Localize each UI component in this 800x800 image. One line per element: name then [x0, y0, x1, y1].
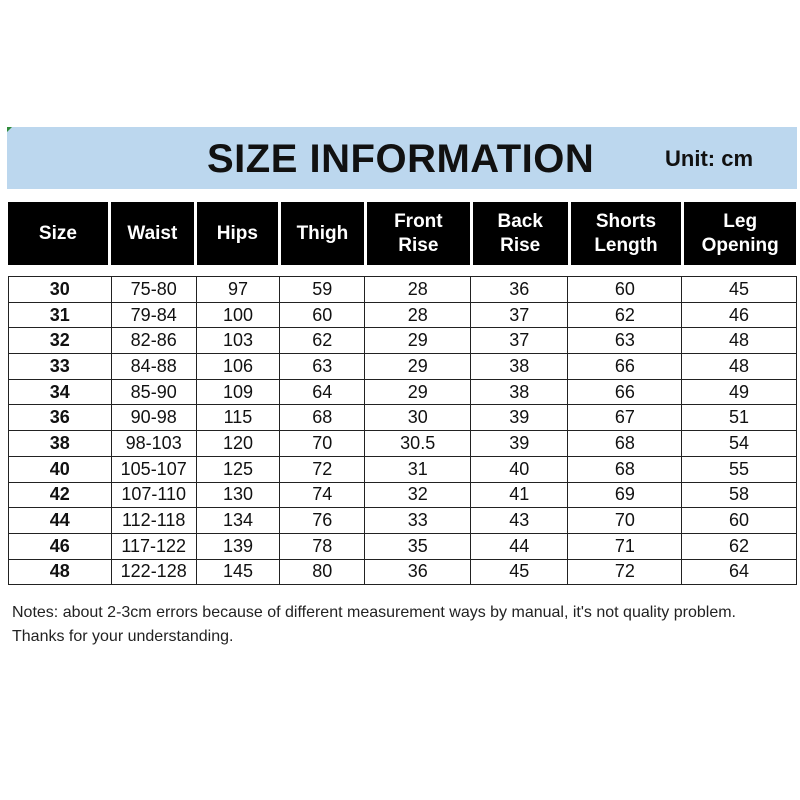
cell-shorts-length: 60 [568, 277, 682, 303]
column-header-size: Size [8, 202, 108, 265]
table-header [8, 202, 796, 265]
corner-accent [7, 127, 12, 132]
cell-thigh: 78 [280, 533, 365, 559]
cell-size: 40 [9, 456, 112, 482]
cell-front-rise: 30.5 [365, 431, 471, 457]
cell-hips: 125 [196, 456, 279, 482]
cell-waist: 79-84 [111, 302, 196, 328]
cell-shorts-length: 69 [568, 482, 682, 508]
cell-shorts-length: 62 [568, 302, 682, 328]
cell-leg-opening: 62 [682, 533, 797, 559]
cell-leg-opening: 60 [682, 508, 797, 534]
cell-shorts-length: 70 [568, 508, 682, 534]
cell-leg-opening: 46 [682, 302, 797, 328]
column-header-front-rise: Front Rise [367, 202, 470, 265]
title-banner [7, 127, 797, 189]
cell-thigh: 59 [280, 277, 365, 303]
cell-size: 31 [9, 302, 112, 328]
cell-waist: 90-98 [111, 405, 196, 431]
cell-size: 30 [9, 277, 112, 303]
column-header-waist: Waist [111, 202, 194, 265]
cell-hips: 134 [196, 508, 279, 534]
cell-thigh: 63 [280, 354, 365, 380]
cell-hips: 103 [196, 328, 279, 354]
table-row [9, 431, 797, 457]
cell-back-rise: 41 [471, 482, 568, 508]
cell-hips: 109 [196, 379, 279, 405]
table-row [9, 405, 797, 431]
column-header-back-rise: Back Rise [473, 202, 568, 265]
cell-shorts-length: 68 [568, 456, 682, 482]
cell-size: 42 [9, 482, 112, 508]
column-header-leg-opening: Leg Opening [684, 202, 796, 265]
cell-waist: 85-90 [111, 379, 196, 405]
table-row [9, 559, 797, 585]
cell-shorts-length: 63 [568, 328, 682, 354]
cell-waist: 98-103 [111, 431, 196, 457]
cell-front-rise: 35 [365, 533, 471, 559]
cell-leg-opening: 48 [682, 328, 797, 354]
page-title: SIZE INFORMATION [207, 137, 595, 181]
cell-thigh: 62 [280, 328, 365, 354]
cell-waist: 117-122 [111, 533, 196, 559]
cell-hips: 139 [196, 533, 279, 559]
cell-size: 32 [9, 328, 112, 354]
cell-leg-opening: 49 [682, 379, 797, 405]
cell-waist: 122-128 [111, 559, 196, 585]
table-row [9, 533, 797, 559]
cell-back-rise: 44 [471, 533, 568, 559]
cell-shorts-length: 66 [568, 354, 682, 380]
cell-leg-opening: 58 [682, 482, 797, 508]
table-row [9, 456, 797, 482]
cell-back-rise: 39 [471, 405, 568, 431]
cell-hips: 115 [196, 405, 279, 431]
cell-hips: 120 [196, 431, 279, 457]
cell-waist: 75-80 [111, 277, 196, 303]
size-table [8, 276, 797, 585]
cell-waist: 82-86 [111, 328, 196, 354]
cell-waist: 107-110 [111, 482, 196, 508]
cell-thigh: 68 [280, 405, 365, 431]
thanks-text: Thanks for your understanding. [12, 627, 234, 645]
cell-size: 33 [9, 354, 112, 380]
cell-back-rise: 36 [471, 277, 568, 303]
notes-text: Notes: about 2-3cm errors because of different measurement ways by manual, it's not quality problem. [12, 604, 736, 621]
cell-size: 48 [9, 559, 112, 585]
cell-shorts-length: 72 [568, 559, 682, 585]
cell-size: 34 [9, 379, 112, 405]
cell-back-rise: 43 [471, 508, 568, 534]
cell-hips: 106 [196, 354, 279, 380]
cell-leg-opening: 51 [682, 405, 797, 431]
table-row [9, 482, 797, 508]
notes [12, 601, 792, 648]
cell-front-rise: 28 [365, 302, 471, 328]
cell-front-rise: 29 [365, 354, 471, 380]
cell-front-rise: 29 [365, 379, 471, 405]
column-header-shorts-length: Shorts Length [571, 202, 682, 265]
cell-hips: 145 [196, 559, 279, 585]
cell-size: 36 [9, 405, 112, 431]
table-row [9, 379, 797, 405]
cell-thigh: 80 [280, 559, 365, 585]
table-row [9, 277, 797, 303]
cell-back-rise: 38 [471, 354, 568, 380]
cell-back-rise: 37 [471, 302, 568, 328]
cell-leg-opening: 48 [682, 354, 797, 380]
cell-shorts-length: 67 [568, 405, 682, 431]
cell-leg-opening: 64 [682, 559, 797, 585]
column-header-thigh: Thigh [281, 202, 364, 265]
cell-back-rise: 40 [471, 456, 568, 482]
table-row [9, 354, 797, 380]
table-row [9, 328, 797, 354]
cell-front-rise: 31 [365, 456, 471, 482]
cell-waist: 112-118 [111, 508, 196, 534]
cell-back-rise: 37 [471, 328, 568, 354]
cell-shorts-length: 68 [568, 431, 682, 457]
table-row [9, 508, 797, 534]
cell-front-rise: 29 [365, 328, 471, 354]
cell-leg-opening: 55 [682, 456, 797, 482]
cell-leg-opening: 54 [682, 431, 797, 457]
table-row [9, 302, 797, 328]
cell-waist: 105-107 [111, 456, 196, 482]
cell-back-rise: 45 [471, 559, 568, 585]
cell-front-rise: 28 [365, 277, 471, 303]
unit-label: Unit: cm [665, 146, 753, 171]
cell-hips: 97 [196, 277, 279, 303]
cell-thigh: 60 [280, 302, 365, 328]
cell-size: 38 [9, 431, 112, 457]
cell-thigh: 70 [280, 431, 365, 457]
cell-thigh: 74 [280, 482, 365, 508]
cell-back-rise: 39 [471, 431, 568, 457]
cell-shorts-length: 66 [568, 379, 682, 405]
cell-hips: 130 [196, 482, 279, 508]
cell-front-rise: 33 [365, 508, 471, 534]
cell-size: 46 [9, 533, 112, 559]
cell-front-rise: 32 [365, 482, 471, 508]
cell-waist: 84-88 [111, 354, 196, 380]
cell-front-rise: 36 [365, 559, 471, 585]
column-header-hips: Hips [197, 202, 278, 265]
cell-front-rise: 30 [365, 405, 471, 431]
cell-hips: 100 [196, 302, 279, 328]
cell-thigh: 76 [280, 508, 365, 534]
cell-leg-opening: 45 [682, 277, 797, 303]
cell-back-rise: 38 [471, 379, 568, 405]
cell-size: 44 [9, 508, 112, 534]
cell-thigh: 64 [280, 379, 365, 405]
cell-shorts-length: 71 [568, 533, 682, 559]
cell-thigh: 72 [280, 456, 365, 482]
